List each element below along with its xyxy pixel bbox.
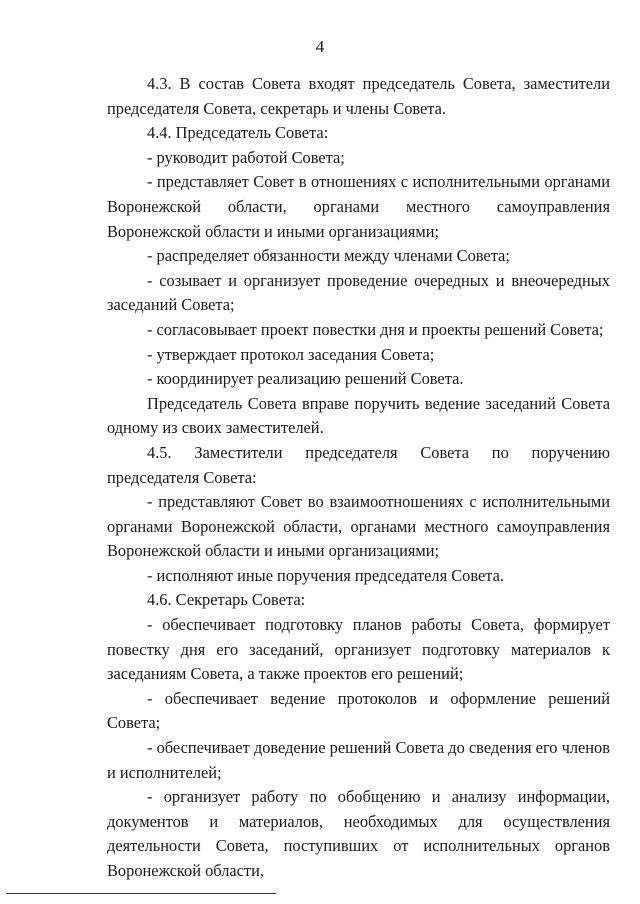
page-number: 4 <box>315 37 325 56</box>
list-item: - руководит работой Совета; <box>147 147 345 167</box>
list-item: - представляют Совет во взаимоотношениях с исполнительными органами Воронежской области, органами местного самоуправления Воронежской области и иными организациями; <box>107 492 610 561</box>
paragraph-4-6-heading: 4.6. Секретарь Совета: <box>147 590 306 610</box>
document-body <box>107 72 610 884</box>
list-item: - представляет Совет в отношениях с исполнительными органами Воронежской области, органами местного самоуправления Воронежской области и иными организациями; <box>107 172 610 241</box>
list-item: - обеспечивает ведение протоколов и оформление решений Совета; <box>107 688 610 733</box>
list-item: - утверждает протокол заседания Совета; <box>147 344 435 364</box>
paragraph-4-5-heading: 4.5. Заместители председателя Совета по поручению председателя Совета: <box>107 442 610 487</box>
list-item: - обеспечивает доведение решений Совета до сведения его членов и исполнителей; <box>107 738 610 782</box>
paragraph-4-3: 4.3. В состав Совета входят председатель Совета, заместители председателя Совета, секретарь и члены Совета. <box>107 74 610 118</box>
list-item: - организует работу по обобщению и анализу информации, документов и материалов, необходимых для осуществления деятельности Совета, поступивших от исполнительных органов Воронежской области, <box>107 787 610 880</box>
list-item: - созывает и организует проведение очередных и внеочередных заседаний Совета; <box>107 270 610 315</box>
paragraph: Председатель Совета вправе поручить ведение заседаний Совета одному из своих заместителей. <box>107 393 610 438</box>
list-item: - распределяет обязанности между членами Совета; <box>147 246 510 266</box>
paragraph-4-4-heading: 4.4. Председатель Совета: <box>147 123 329 143</box>
list-item: - координирует реализацию решений Совета. <box>147 369 464 389</box>
list-item: - согласовывает проект повестки дня и проекты решений Совета; <box>147 319 604 339</box>
footer-rule <box>6 893 276 894</box>
list-item: - исполняют иные поручения председателя Совета. <box>147 565 505 585</box>
list-item: - обеспечивает подготовку планов работы Совета, формирует повестку дня его заседаний, организует подготовку материалов к заседаниям Совета, а также проектов его решений; <box>107 615 610 684</box>
